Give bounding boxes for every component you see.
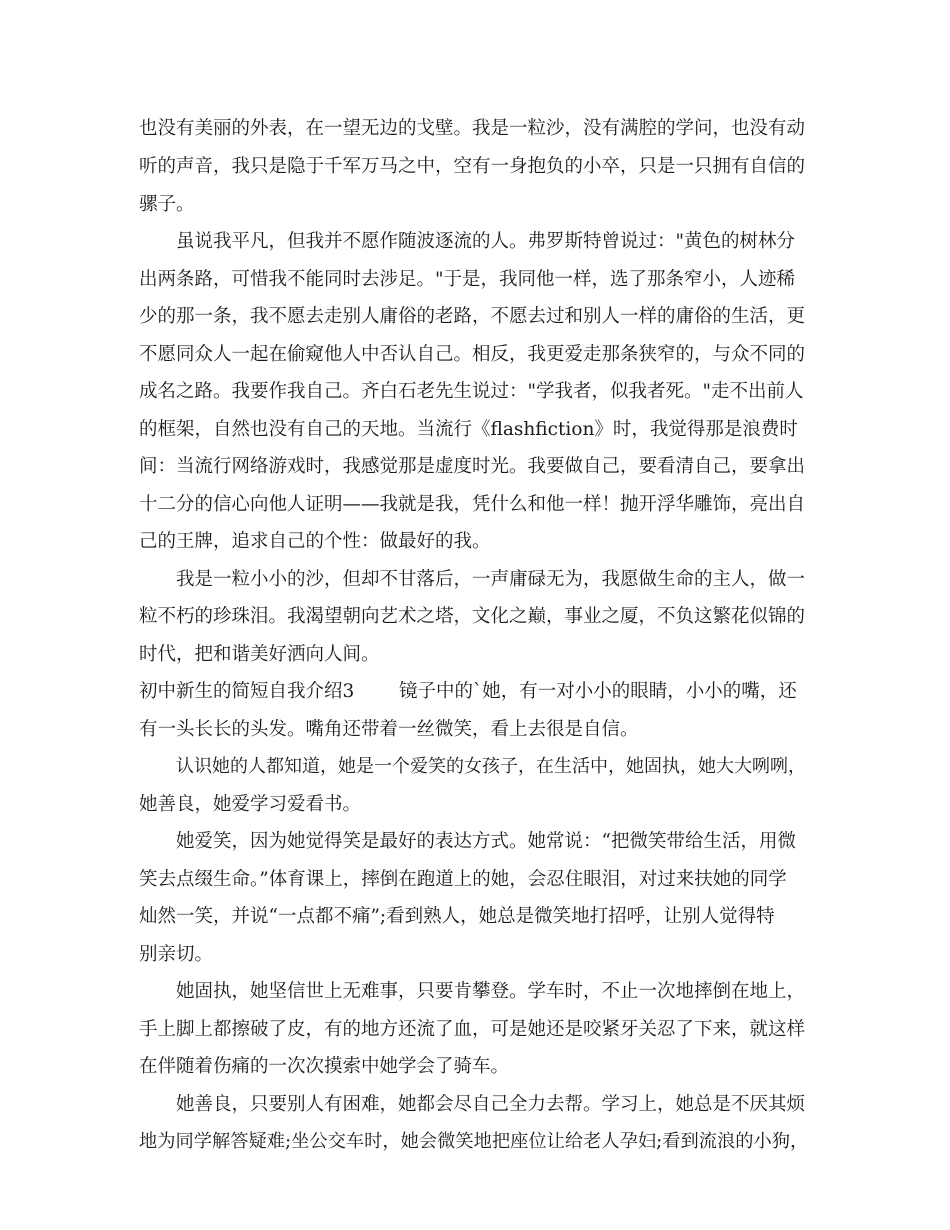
text-line bbox=[0, 568, 950, 608]
line-text: 地为同学解答疑难;坐公交车时，她会微笑地把座位让给老人孕妇;看到流浪的小狗， bbox=[139, 1131, 809, 1152]
text-line bbox=[0, 418, 950, 458]
text-line bbox=[0, 643, 950, 683]
line-text: 不愿同众人一起在偷窥他人中否认自己。相反，我更爱走那条狭窄的，与众不同的 bbox=[139, 344, 806, 365]
text-line bbox=[0, 1130, 950, 1170]
text-line bbox=[0, 718, 950, 758]
line-text: 我是一粒小小的沙，但却不甘落后，一声庸碌无为，我愿做生命的主人，做一 bbox=[176, 569, 806, 590]
text-line bbox=[0, 1093, 950, 1133]
line-text: 十二分的信心向他人证明——我就是我，凭什么和他一样！抛开浮华雕饰，亮出自 bbox=[139, 494, 806, 515]
line-text: 己的王牌，追求自己的个性：做最好的我。 bbox=[139, 531, 491, 552]
line-text: 有一头长长的头发。嘴角还带着一丝微笑，看上去很是自信。 bbox=[139, 719, 639, 740]
line-text: 她善良，她爱学习爱看书。 bbox=[139, 794, 362, 815]
text-line bbox=[0, 605, 950, 645]
line-text: 的框架，自然也没有自己的天地。当流行《flashfiction》时，我觉得那是浪费时 bbox=[139, 419, 798, 440]
line-text: 笑去点缀生命。”体育课上，摔倒在跑道上的她，会忍住眼泪，对过来扶她的同学 bbox=[139, 869, 787, 890]
text-line bbox=[0, 980, 950, 1020]
line-text: 也没有美丽的外表，在一望无边的戈壁。我是一粒沙，没有满腔的学问，也没有动 bbox=[139, 118, 806, 139]
text-line bbox=[0, 343, 950, 383]
text-line bbox=[0, 268, 950, 308]
line-text: 间：当流行网络游戏时，我感觉那是虚度时光。我要做自己，要看清自己，要拿出 bbox=[139, 456, 806, 477]
line-text: 骡子。 bbox=[139, 194, 195, 215]
text-line bbox=[0, 493, 950, 533]
line-text: 成名之路。我要作我自己。齐白石老先生说过："学我者，似我者死。"走不出前人 bbox=[139, 381, 804, 402]
line-text: 粒不朽的珍珠泪。我渴望朝向艺术之塔，文化之巅，事业之厦，不负这繁花似锦的 bbox=[139, 606, 806, 627]
line-text: 别亲切。 bbox=[139, 944, 214, 965]
text-line bbox=[0, 455, 950, 495]
text-line bbox=[0, 1018, 950, 1058]
text-line bbox=[0, 905, 950, 945]
text-line bbox=[0, 680, 950, 720]
text-line bbox=[0, 380, 950, 420]
text-line bbox=[0, 830, 950, 870]
text-line bbox=[0, 755, 950, 795]
line-text: 虽说我平凡，但我并不愿作随波逐流的人。弗罗斯特曾说过："黄色的树林分 bbox=[176, 231, 796, 252]
line-text: 她爱笑，因为她觉得笑是最好的表达方式。她常说：“把微笑带给生活，用微 bbox=[176, 831, 796, 852]
text-line bbox=[0, 793, 950, 833]
section-heading: 初中新生的简短自我介绍3 bbox=[139, 681, 355, 702]
line-text: 认识她的人都知道，她是一个爱笑的女孩子，在生活中，她固执，她大大咧咧， bbox=[176, 756, 806, 777]
text-line bbox=[0, 117, 950, 157]
line-text: 手上脚上都擦破了皮，有的地方还流了血，可是她还是咬紧牙关忍了下来，就这样 bbox=[139, 1019, 806, 1040]
line-text: 灿然一笑，并说“一点都不痛”;看到熟人，她总是微笑地打招呼，让别人觉得特 bbox=[139, 906, 775, 927]
text-line bbox=[0, 155, 950, 195]
text-line bbox=[0, 305, 950, 345]
text-line bbox=[0, 530, 950, 570]
line-text: 出两条路，可惜我不能同时去涉足。"于是，我同他一样，选了那条窄小，人迹稀 bbox=[139, 269, 796, 290]
line-text: 听的声音，我只是隐于千军万马之中，空有一身抱负的小卒，只是一只拥有自信的 bbox=[139, 156, 806, 177]
line-text: 少的那一条，我不愿去走别人庸俗的老路，不愿去过和别人一样的庸俗的生活，更 bbox=[139, 306, 806, 327]
text-line bbox=[0, 868, 950, 908]
text-line bbox=[0, 943, 950, 983]
text-line bbox=[0, 1055, 950, 1095]
text-line bbox=[0, 193, 950, 233]
line-text: 她固执，她坚信世上无难事，只要肯攀登。学车时，不止一次地摔倒在地上， bbox=[176, 981, 806, 1002]
line-text: 时代，把和谐美好洒向人间。 bbox=[139, 644, 380, 665]
line-text: 她善良，只要别人有困难，她都会尽自己全力去帮。学习上，她总是不厌其烦 bbox=[176, 1094, 806, 1115]
line-text: 在伴随着伤痛的一次次摸索中她学会了骑车。 bbox=[139, 1056, 510, 1077]
text-line bbox=[0, 230, 950, 270]
line-text: 镜子中的`她，有一对小小的眼睛，小小的嘴，还 bbox=[399, 681, 797, 702]
